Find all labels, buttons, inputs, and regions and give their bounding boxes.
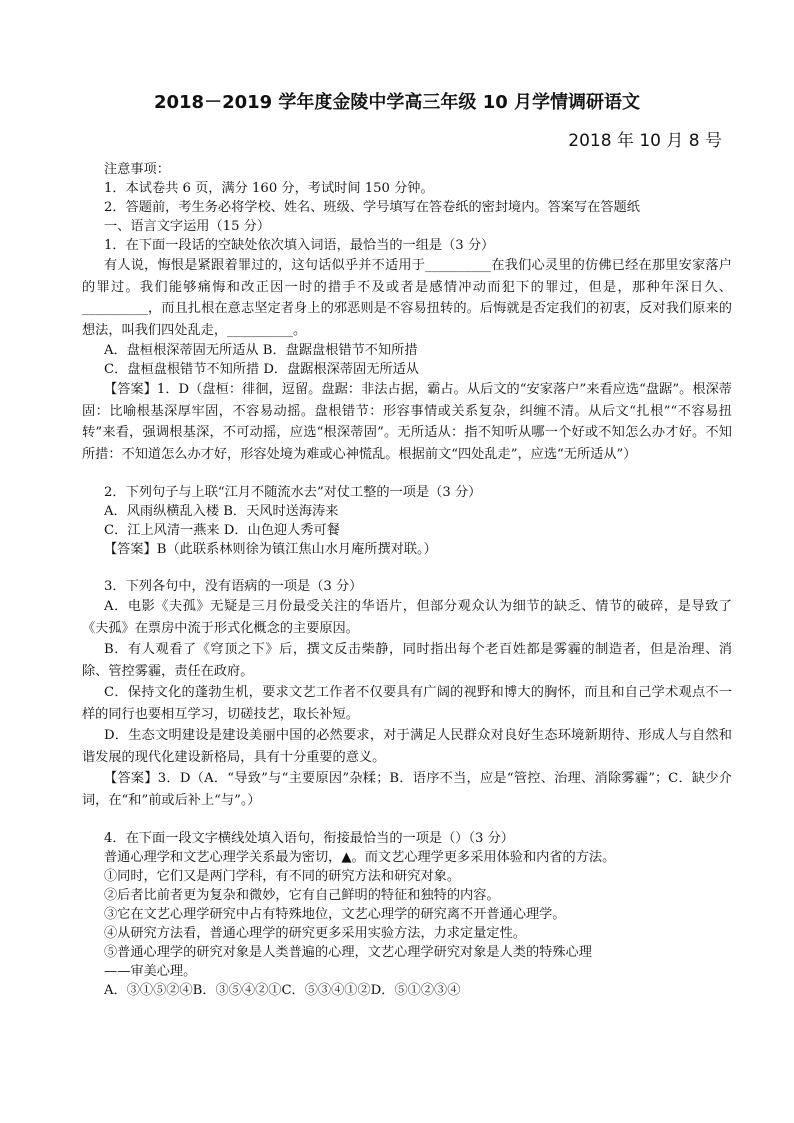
q4-options: A．③①⑤②④B．③⑤④②①C．⑤③④①②D．⑤①②③④ (104, 983, 461, 998)
q2-option: C．江上风清一燕来 D．山色迎人秀可餐 (104, 523, 340, 538)
exam-title: 2018－2019 学年度金陵中学高三年级 10 月学情调研语文 (153, 92, 641, 113)
q3-option: B．有人观看了《穹顶之下》后，撰文反击柴静，同时指出每个老百姓都是雾霾的制造者，但是治理、消除、管控雾霾，责任在政府。 (82, 642, 732, 679)
q4-item: ——审美心理。 (104, 964, 197, 979)
exam-date: 2018 年 10 月 8 号 (568, 131, 722, 151)
q1-stem: 1．在下面一段话的空缺处依次填入词语，最恰当的一组是（3 分） (104, 238, 495, 253)
q4-item: ④从研究方法看，普通心理学的研究更多采用实验方法，力求定量定性。 (104, 926, 526, 941)
notes-heading: 注意事项： (104, 162, 170, 177)
q4-stem: 4．在下面一段文字横线处填入语句，衔接最恰当的一项是（）（3 分） (104, 831, 514, 846)
q1-option: A．盘桓根深蒂固无所适从 B．盘踞盘根错节不知所措 (104, 343, 418, 358)
note-item: 2．答题前，考生务必将学校、姓名、班级、学号填写在答卷纸的密封境内。答案写在答题纸 (104, 200, 640, 215)
q4-item: ⑤普通心理学的研究对象是人类普遍的心理，文艺心理学研究对象是人类的特殊心理 (104, 945, 592, 960)
q1-passage: 有人说，悔恨是紧跟着罪过的，这句话似乎并不适用于__________在我们心灵里的仿佛已经在那里安家落户的罪过。我们能够痛悔和改正因一时的措手不及或者是感情冲动而犯下的罪过，但是，那种年深日久、__________，而且扎根在意志坚定者身上的邪恶则是不容易扭转的。后悔就是否定我们的初衷，反对我们原来的想法，叫我们四处乱走，__________。 (82, 258, 732, 338)
q1-answer: 【答案】1．D（盘桓：徘徊，逗留。盘踞：非法占据，霸占。从后文的“安家落户”来看应选“盘踞”。根深蒂固：比喻根基深厚牢固，不容易动摇。盘根错节：形容事情或关系复杂，纠缠不清。从后文“扎根”“不容易扭转”来看，强调根基深，不可动摇，应选“根深蒂固”。无所适从：指不知听从哪一个好或不知怎么办才好。不知所措：不知道怎么办才好，形容处境为难或心神慌乱。根据前文“四处乱走”，应选“无所适从”） (82, 382, 732, 462)
q2-answer: 【答案】B（此联系林则徐为镇江焦山水月庵所撰对联。） (104, 542, 437, 557)
q2-stem: 2．下列句子与上联“江月不随流水去”对仗工整的一项是（3 分） (104, 485, 482, 500)
section-heading: 一、语言文字运用（15 分） (104, 219, 271, 234)
q4-item: ②后者比前者更为复杂和微妙，它有自己鲜明的特征和独特的内容。 (104, 888, 500, 903)
q3-answer: 【答案】3．D（A．“导致”与“主要原因”杂糅；B．语序不当，应是“管控、治理、消除雾霾”；C．缺少介词，在“和”前或后补上“与”。） (82, 771, 732, 808)
q3-option: A．电影《夫孤》无疑是三月份最受关注的华语片，但部分观众认为细节的缺乏、情节的破碎，是导致了《夫孤》在票房中流于形式化概念的主要原因。 (82, 599, 732, 636)
q4-lead: 普通心理学和文艺心理学关系最为密切，▲。而文艺心理学更多采用体验和内省的方法。 (104, 850, 616, 865)
q2-option: A．风雨纵横乱入楼 B．天风时送海涛来 (104, 504, 339, 519)
q3-option: C．保持文化的蓬勃生机，要求文艺工作者不仅要具有广阔的视野和博大的胸怀，而且和自己学术观点不一样的同行也要相互学习，切磋技艺，取长补短。 (82, 685, 732, 722)
q3-stem: 3．下列各句中，没有语病的一项是（3 分） (104, 579, 363, 594)
note-item: 1．本试卷共 6 页，满分 160 分，考试时间 150 分钟。 (104, 181, 434, 196)
q4-item: ③它在文艺心理学研究中占有特殊地位，文艺心理学的研究离不开普通心理学。 (104, 907, 566, 922)
q3-option: D．生态文明建设是建设美丽中国的必然要求，对于满足人民群众对良好生态环境新期待、形成人与自然和谐发展的现代化建设新格局，具有十分重要的意义。 (82, 728, 732, 765)
q1-option: C．盘桓盘根错节不知所措 D．盘踞根深蒂固无所适从 (104, 362, 419, 377)
exam-body (82, 160, 732, 1000)
q4-item: ①同时，它们又是两门学科，有不同的研究方法和研究对象。 (104, 869, 461, 884)
